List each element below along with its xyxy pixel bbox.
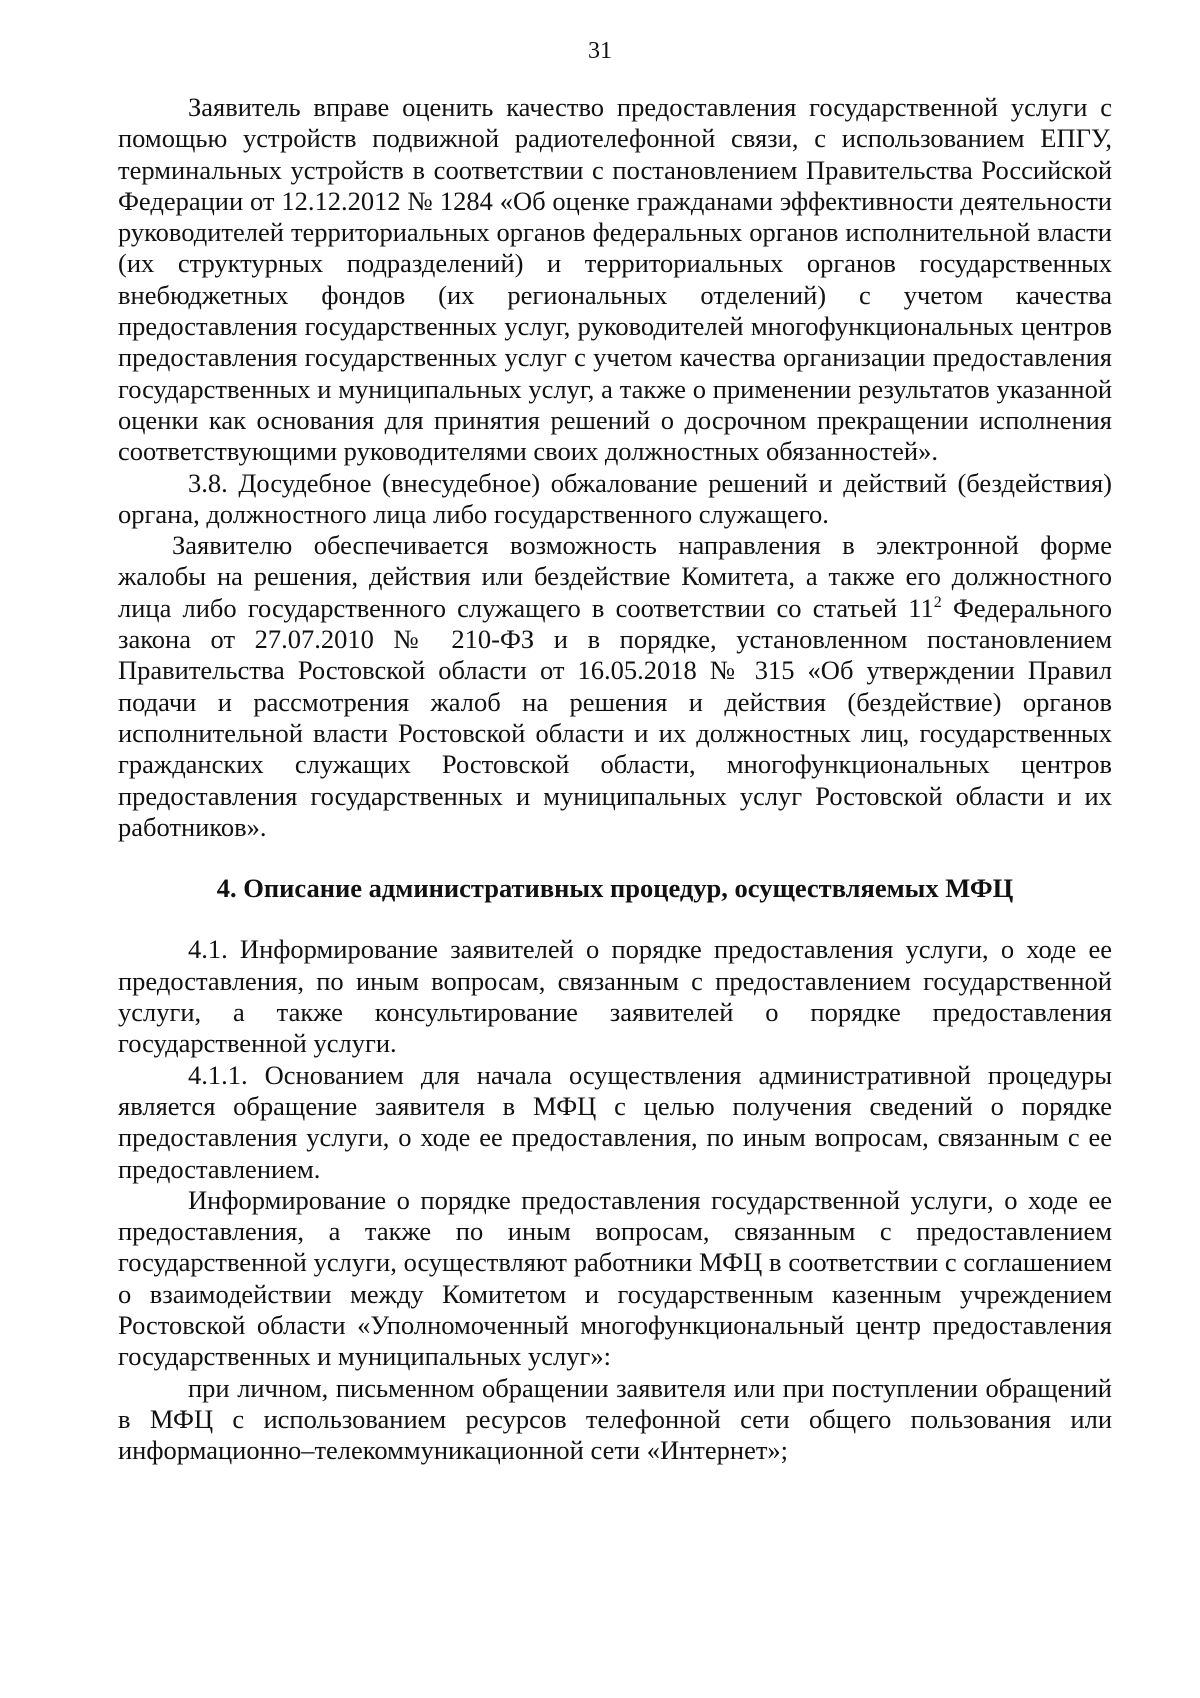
paragraph-complaint <box>118 530 1112 843</box>
paragraph-4-1: 4.1. Информирование заявителей о порядке предоставления услуги, о ходе ее предоставления, по иным вопросам, связанным с предоставлением государственной услуги, а также консультирование заявителей о порядке предоставления государственной услуги. <box>118 934 1112 1059</box>
complaint-text-end: Федерального закона от 27.07.2010 № 210-ФЗ и в порядке, установленном постановлением Правительства Ростовской области от 16.05.2018 № 315 «Об утверждении Правил подачи и рассмотрения жалоб на решения и действия (бездействие) органов исполнительной власти Ростовской области и их должностных лиц, государственных гражданских служащих Ростовской области, многофункциональных центров предоставления государственных и муниципальных услуг Ростовской области и их работников». <box>118 592 1112 842</box>
document-body <box>118 92 1112 1466</box>
page-number: 31 <box>588 38 612 64</box>
superscript-2: 2 <box>933 593 942 611</box>
paragraph-informing: Информирование о порядке предоставления государственной услуги, о ходе ее предоставления, а также по иным вопросам, связанным с предоставлением государственной услуги, осуществляют работники МФЦ в соответствии с соглашением о взаимодействии между Комитетом и государственным казенным учреждением Ростовской области «Уполномоченный многофункциональный центр предоставления государственных и муниципальных услуг»: <box>118 1184 1112 1372</box>
paragraph-quality-assessment: Заявитель вправе оценить качество предоставления государственной услуги с помощью устройств подвижной радиотелефонной связи, с использованием ЕПГУ, терминальных устройств в соответствии с постановлением Правительства Российской Федерации от 12.12.2012 № 1284 «Об оценке гражданами эффективности деятельности руководителей территориальных органов федеральных органов исполнительной власти (их структурных подразделений) и территориальных органов государственных внебюджетных фондов (их региональных отделений) с учетом качества предоставления государственных услуг, руководителей многофункциональных центров предоставления государственных услуг с учетом качества организации предоставления государственных и муниципальных услуг, а также о применении результатов указанной оценки как основания для принятия решений о досрочном прекращении исполнения соответствующими руководителями своих должностных обязанностей». <box>118 92 1112 467</box>
paragraph-4-1-1: 4.1.1. Основанием для начала осуществления административной процедуры является обращение заявителя в МФЦ с целью получения сведений о порядке предоставления услуги, о ходе ее предоставления, по иным вопросам, связанным с ее предоставлением. <box>118 1059 1112 1184</box>
complaint-text-start: Заявителю обеспечивается возможность направления в электронной форме жалобы на решения, действия или бездействие Комитета, а также его должностного лица либо государственного служащего в соответствии со статьей 11 <box>118 530 1112 623</box>
section-heading: 4. Описание административных процедур, осуществляемых МФЦ <box>216 873 1014 904</box>
paragraph-3-8: 3.8. Досудебное (внесудебное) обжалование решений и действий (бездействия) органа, должностного лица либо государственного служащего. <box>118 467 1112 529</box>
paragraph-personal-appeal: при личном, письменном обращении заявителя или при поступлении обращений в МФЦ с использованием ресурсов телефонной сети общего пользования или информационно–телекоммуникационной сети «Интернет»; <box>118 1372 1112 1466</box>
